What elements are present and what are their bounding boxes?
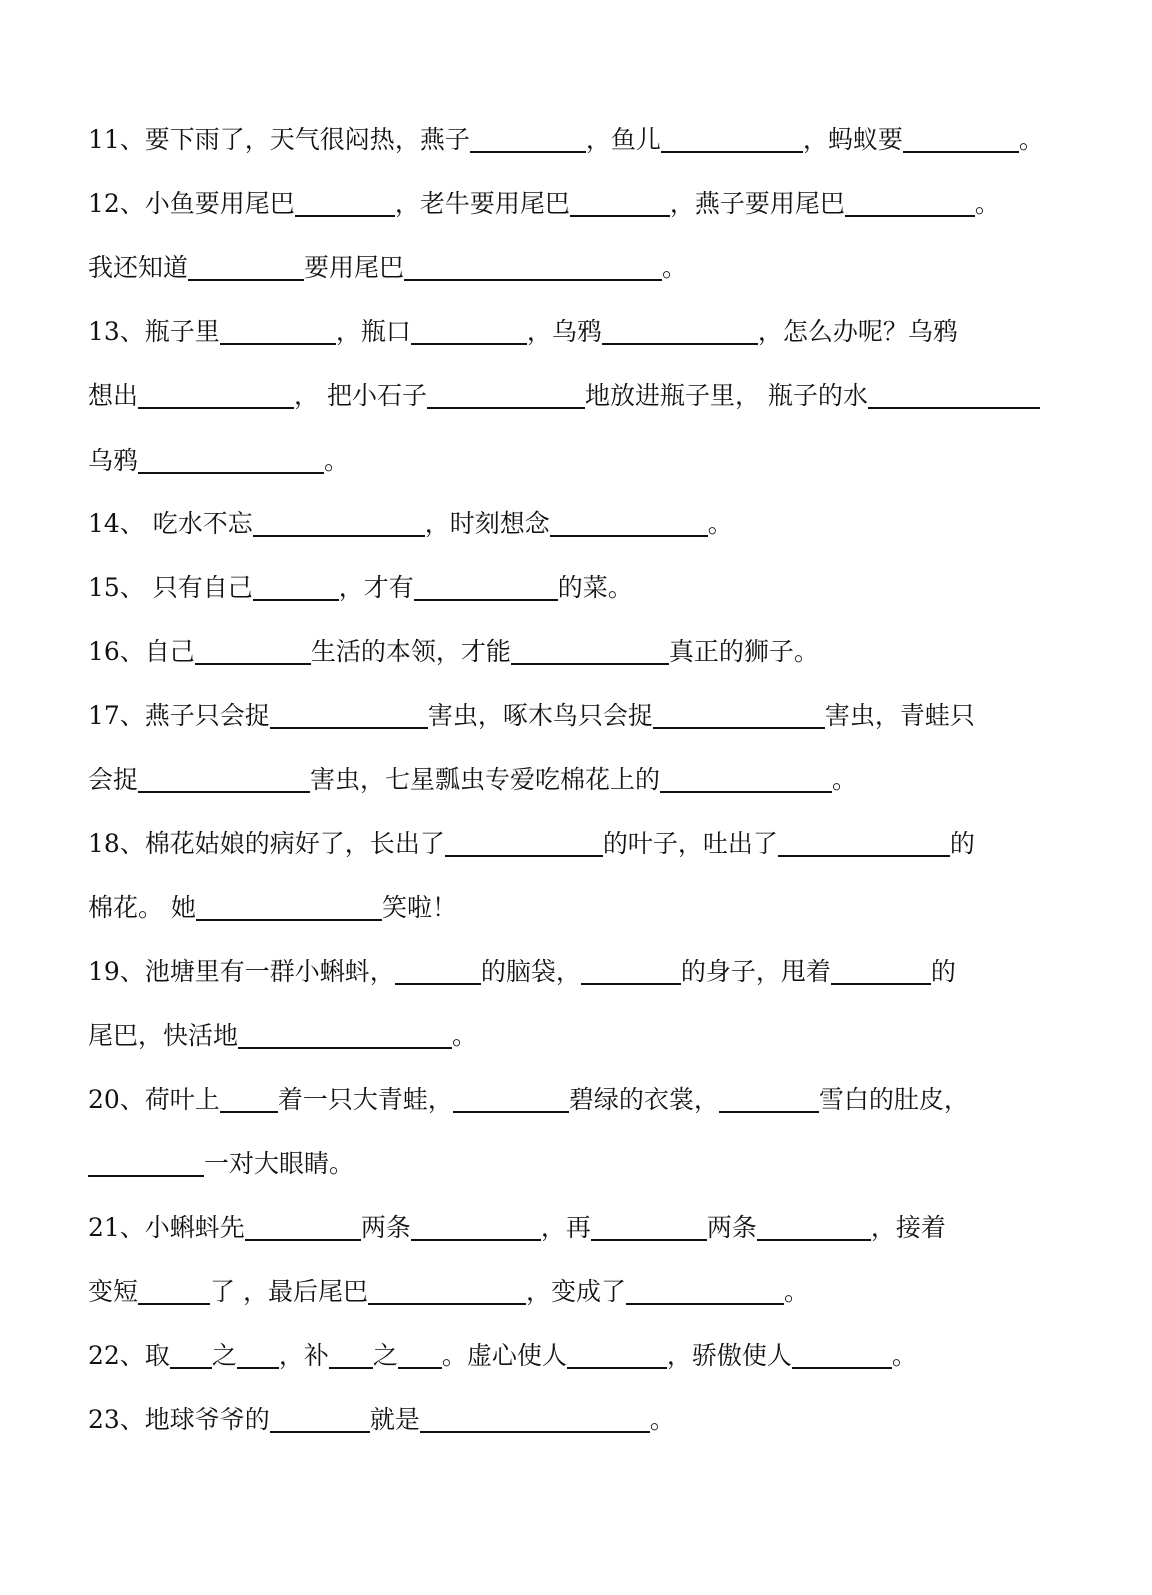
question-line	[88, 179, 1000, 219]
answer-blank[interactable]	[398, 1343, 442, 1369]
answer-blank[interactable]	[138, 448, 324, 474]
question-text: 。	[832, 765, 858, 794]
answer-blank[interactable]	[138, 767, 310, 793]
question-text: 的叶子，吐出了	[602, 829, 778, 858]
question-text: 害虫，啄木鸟只会捉	[427, 701, 653, 730]
question-text: ，乌鸦	[526, 317, 602, 346]
question-text: 的	[949, 829, 975, 858]
question-text: 23、地球爷爷的	[88, 1405, 270, 1434]
answer-blank[interactable]	[660, 767, 832, 793]
answer-blank[interactable]	[270, 703, 428, 729]
answer-blank[interactable]	[757, 1215, 871, 1241]
answer-blank[interactable]	[88, 1151, 204, 1177]
answer-blank[interactable]	[581, 959, 681, 985]
question-line	[88, 883, 457, 923]
question-text: ， 把小石子	[294, 381, 427, 410]
question-text: 两条	[360, 1213, 411, 1242]
question-text: ，老牛要用尾巴	[394, 189, 570, 218]
question-text: 地放进瓶子里， 瓶子的水	[584, 381, 868, 410]
question-text: ，接着	[870, 1213, 946, 1242]
question-line	[88, 436, 349, 476]
question-text: 12、小鱼要用尾巴	[88, 189, 295, 218]
answer-blank[interactable]	[845, 191, 975, 217]
answer-blank[interactable]	[591, 1215, 707, 1241]
answer-blank[interactable]	[602, 319, 758, 345]
answer-blank[interactable]	[253, 575, 339, 601]
question-text: 。	[1018, 125, 1044, 154]
answer-blank[interactable]	[238, 1023, 452, 1049]
question-line	[88, 1203, 946, 1243]
question-text: 19、池塘里有一群小蝌蚪，	[88, 957, 395, 986]
question-text: 尾巴，快活地	[88, 1021, 239, 1050]
answer-blank[interactable]	[411, 319, 527, 345]
question-line	[88, 371, 1040, 411]
answer-blank[interactable]	[220, 1087, 278, 1113]
question-line	[88, 243, 687, 283]
answer-blank[interactable]	[414, 575, 558, 601]
question-line	[88, 115, 1044, 155]
answer-blank[interactable]	[831, 959, 931, 985]
question-line	[88, 1331, 917, 1371]
answer-blank[interactable]	[792, 1343, 892, 1369]
question-line	[88, 1075, 969, 1115]
question-text: 一对大眼睛。	[204, 1149, 355, 1178]
answer-blank[interactable]	[138, 383, 294, 409]
question-line	[88, 627, 819, 667]
question-text: 21、小蝌蚪先	[88, 1213, 245, 1242]
answer-blank[interactable]	[196, 895, 382, 921]
question-text: 两条	[706, 1213, 757, 1242]
question-text: 雪白的肚皮，	[818, 1085, 969, 1114]
question-line	[88, 563, 633, 603]
question-text: 之	[211, 1341, 237, 1370]
question-text: 我还知道	[88, 253, 189, 282]
answer-blank[interactable]	[445, 831, 603, 857]
question-text: ，燕子要用尾巴	[669, 189, 845, 218]
answer-blank[interactable]	[220, 319, 336, 345]
question-line	[88, 1011, 477, 1051]
answer-blank[interactable]	[778, 831, 950, 857]
answer-blank[interactable]	[427, 383, 585, 409]
answer-blank[interactable]	[903, 127, 1019, 153]
question-text: ，补	[278, 1341, 329, 1370]
question-line	[88, 307, 958, 347]
question-text: 14、 吃水不忘	[88, 509, 253, 538]
question-text: 13、瓶子里	[88, 317, 220, 346]
question-text: 。	[452, 1021, 478, 1050]
answer-blank[interactable]	[245, 1215, 361, 1241]
question-text: ，瓶口	[335, 317, 411, 346]
question-text: ，才有	[338, 573, 414, 602]
question-text: ，再	[540, 1213, 591, 1242]
question-line	[88, 755, 857, 795]
answer-blank[interactable]	[195, 639, 311, 665]
answer-blank[interactable]	[470, 127, 586, 153]
answer-blank[interactable]	[188, 255, 304, 281]
question-text: 22、取	[88, 1341, 170, 1370]
question-text: 。	[891, 1341, 917, 1370]
question-text: 之	[372, 1341, 398, 1370]
question-text: 18、棉花姑娘的病好了，长出了	[88, 829, 445, 858]
answer-blank[interactable]	[653, 703, 825, 729]
answer-blank[interactable]	[404, 255, 662, 281]
question-text: 乌鸦	[88, 446, 139, 475]
question-line	[88, 947, 956, 987]
question-text: 的	[930, 957, 956, 986]
question-text: 。虚心使人	[441, 1341, 567, 1370]
question-line	[88, 1139, 354, 1179]
question-text: 要用尾巴	[304, 253, 405, 282]
answer-blank[interactable]	[868, 383, 1040, 409]
question-text: 15、 只有自己	[88, 573, 253, 602]
question-text: ，怎么办呢？乌鸦	[757, 317, 958, 346]
answer-blank[interactable]	[626, 1279, 784, 1305]
question-text: 。	[662, 253, 688, 282]
question-text: 。	[974, 189, 1000, 218]
question-text: 。	[324, 446, 350, 475]
question-text: 的脑袋，	[480, 957, 581, 986]
question-text: 的身子，甩着	[680, 957, 831, 986]
question-text: 笑啦！	[381, 893, 457, 922]
answer-blank[interactable]	[329, 1343, 373, 1369]
answer-blank[interactable]	[253, 511, 425, 537]
answer-blank[interactable]	[411, 1215, 541, 1241]
answer-blank[interactable]	[550, 511, 708, 537]
answer-blank[interactable]	[511, 639, 669, 665]
question-text: ，时刻想念	[424, 509, 550, 538]
answer-blank[interactable]	[719, 1087, 819, 1113]
answer-blank[interactable]	[395, 959, 481, 985]
question-text: 17、燕子只会捉	[88, 701, 270, 730]
question-text: ，变成了	[525, 1277, 626, 1306]
question-text: 想出	[88, 381, 139, 410]
question-text: ，蚂蚁要	[802, 125, 903, 154]
question-text: 害虫，青蛙只	[824, 701, 975, 730]
question-line	[88, 1267, 809, 1307]
answer-blank[interactable]	[270, 1407, 370, 1433]
question-text: 碧绿的衣裳，	[568, 1085, 719, 1114]
question-text: 20、荷叶上	[88, 1085, 220, 1114]
question-text: 。	[649, 1405, 675, 1434]
answer-blank[interactable]	[138, 1279, 210, 1305]
question-text: 。	[707, 509, 733, 538]
question-text: 着一只大青蛙，	[277, 1085, 453, 1114]
answer-blank[interactable]	[170, 1343, 212, 1369]
answer-blank[interactable]	[661, 127, 803, 153]
question-text: 棉花。 她	[88, 893, 196, 922]
question-text: 。	[783, 1277, 809, 1306]
question-text: ，鱼儿	[585, 125, 661, 154]
question-line	[88, 499, 733, 539]
question-line	[88, 691, 975, 731]
question-line	[88, 1395, 675, 1435]
question-line	[88, 819, 975, 859]
answer-blank[interactable]	[567, 1343, 667, 1369]
question-text: 害虫，七星瓢虫专爱吃棉花上的	[310, 765, 661, 794]
answer-blank[interactable]	[420, 1407, 650, 1433]
question-text: 生活的本领，才能	[310, 637, 511, 666]
question-text: 会捉	[88, 765, 139, 794]
question-text: 了 ，最后尾巴	[210, 1277, 368, 1306]
question-text: 真正的狮子。	[668, 637, 819, 666]
answer-blank[interactable]	[453, 1087, 569, 1113]
question-text: 11、要下雨了，天气很闷热，燕子	[88, 125, 470, 154]
question-text: ，骄傲使人	[666, 1341, 792, 1370]
question-text: 16、自己	[88, 637, 195, 666]
question-text: 的菜。	[557, 573, 633, 602]
answer-blank[interactable]	[237, 1343, 279, 1369]
answer-blank[interactable]	[570, 191, 670, 217]
answer-blank[interactable]	[295, 191, 395, 217]
question-text: 就是	[369, 1405, 420, 1434]
question-text: 变短	[88, 1277, 139, 1306]
answer-blank[interactable]	[368, 1279, 526, 1305]
